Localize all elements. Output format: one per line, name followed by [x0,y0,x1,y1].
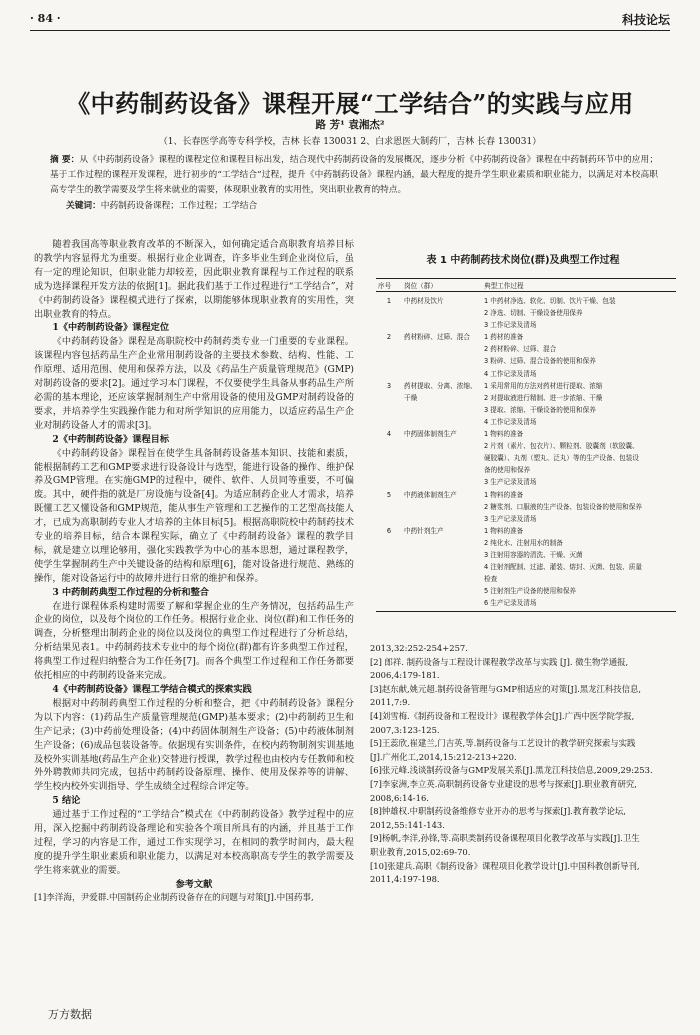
task-line: 1 采用常用的方法对药材进行提取、浓缩 [484,381,603,390]
section-paragraph-2: 《中药制药设备》课程旨在使学生具备制药设备基本知识、技能和素质，能根据制药工艺和GMP要求进行设备设计与选型，能进行设备的操作、维护保养及GMP管理。在实施GMP的过程中，硬件、软件、人员同等重要，不可偏废。其中，硬件指的就是厂房设施与设备[4]。为适应制药企业人才需求，培养既懂工艺又懂设备和GMP规范，能从事生产管理和工艺操作的工艺型高技能人才，已成为高职制药专业人才培养的主体目标[5]。根据高职院校中药制药技术专业的培养目标，结合本课程实际，确立了《中药制药设备》课程的教学目标，就是建立以理论够用，强化实践教学为中心的基本思想，通过课程教学，使学生掌握制药生产中关键设备的结构和原理[6]，能对设备进行规范、熟练的操作，能对设备运行中的故障并进行日常的维护和保养。 [34,447,354,584]
row-number: 3 [386,381,392,390]
task-line: 1 中药材净选、软化、切制、饮片干燥、包装 [484,297,616,305]
abstract [50,153,658,198]
row-number: 6 [376,525,402,612]
row-number: 2 [386,333,392,342]
task-line: 6 生产记录及清场 [484,599,537,608]
row-number: 4 [386,430,392,439]
table-header-row [376,279,676,292]
positions-table [376,278,676,612]
task-line: 3 注射用容器的清洗、干燥、灭菌 [484,550,583,559]
row-tasks [482,292,676,332]
page-number: · 84 · [30,12,61,25]
reference-line: 2008,6:14-16. [370,792,429,803]
task-line: 4 工作记录及清场 [484,417,537,426]
table-row [376,331,676,379]
task-line: 备的使用和保养 [484,466,531,475]
right-references [370,642,676,887]
reference-line: [3]赵东献,姚元超.制药设备管理与GMP相适应的对策[J].黑龙江科技信息, [370,683,642,694]
table-caption: 表 1 中药制药技术岗位(群)及典型工作过程 [426,255,620,266]
reference-line: [J].广州化工,2014,15:212-213+220. [370,751,517,762]
task-line: 3 工作记录及清场 [484,321,537,330]
table-row [376,525,676,612]
reference-line: [8]钟雄权.中职制药设备维修专业开办的思考与探索[J].教育教学论坛, [370,806,626,817]
intro-paragraph: 随着我国高等职业教育改革的不断深入，如何确定适合高职教育培养目标的教学内容显得尤为重要。根据行业企业调查，许多毕业生到企业岗位后，虽有一定的理论知识，但职业能力却较差，因此职业教育课程与工作过程的联系成为选择课程开发方法的依据[1]。据此我们基于工作过程进行“工学结合”，对《中药制药设备》课程模式进行了探索，以期能够体现职业教育的实用性，突出职业教育的特点。 [34,239,354,320]
task-line: 硬胶囊）、丸剂（塑丸、泛丸）等的生产设备、包装设 [484,454,639,463]
row-tasks [482,428,676,488]
abstract-text: 从《中药制药设备》课程的课程定位和课程目标出发，结合现代中药制药设备的发展概况，逐步分析《中药制药设备》课程在中药制药环节中的应用；基于工作过程的课程开发课程，进行初步的“工学结合”过程，提升《中药制药设备》课程内涵，最大程度的提升学生职业素质和职业能力，以满足对本校高职高专学生的教学需要及学生将来就业的需要，体现职业教育的实用性，突出职业教育的特点。 [50,155,659,195]
table-row [376,428,676,488]
article-authors: 路 芳¹ 袁湘杰² [315,119,385,131]
task-line: 4 工作记录及清场 [484,369,537,378]
row-post: 中药固体制剂生产 [404,430,457,439]
task-line: 5 注射剂生产设备的使用和保养 [484,587,577,596]
reference-line: 2013,32:252-254+257. [370,643,468,653]
reference-line: 2006,4:179-181. [370,670,440,681]
task-line: 1 物料的准备 [484,430,524,439]
author-affiliation: （1、长春医学高等专科学校，吉林 长春 130031 2、白求恩医大制药厂，吉林 长春 130031） [158,137,542,147]
reference-line: 2007,3:123-125. [370,724,440,735]
task-line: 2 净选、切制、干燥设备使用保养 [484,309,583,318]
table-row [376,489,676,525]
reference-line: 2012,55:141-143. [370,819,445,830]
keywords [66,199,658,211]
task-line: 3 生产记录及清场 [484,514,537,523]
row-tasks [482,525,676,612]
row-number: 1 [386,297,392,305]
reference-line: [5]王蕊欣,崔建兰,门吉英,等.制药设备与工艺设计的教学研究探索与实践 [370,738,636,749]
row-post: 药材提取、分离、浓缩、干燥 [404,381,477,402]
reference-item: [1]李洋海，尹爱群.中国制药企业制药设备存在的问题与对策[J].中国药事, [34,892,314,903]
task-line: 检查 [484,575,498,584]
reference-line: [9]杨帆,李洋,孙锋,等.高职类制药设备课程项目化教学改革与实践[J].卫生 [370,833,640,844]
section-paragraph-3: 在进行课程体系构建时需要了解和掌握企业的生产务情况，包括药品生产企业的岗位，以及每个岗位的工作任务。根据行业企业、岗位(群)和工作任务的调查，分析整理出制药企业的岗位以及岗位的典型工作过程进行了分析总结，分析结果见表1。中药制药技术专业中的每个岗位(群)都有许多典型工作过程，将典型工作过程归纳整合为工作任务[7]。而各个典型工作过程和工作任务都要依托相应的中药制药设备来完成。 [34,600,354,682]
reference-line: [2] 郎祥. 制药设备与工程设计课程教学改革与实践 [J]. 微生物学通报, [370,656,629,667]
row-tasks [482,489,676,525]
task-line: 2 纯化水、注射用水的制备 [484,538,563,547]
task-line: 4 注射剂配制、过滤、灌装、熔封、灭菌、包装、质量 [484,563,642,572]
task-line: 1 物料的准备 [484,526,524,535]
section-paragraph-5: 通过基于工作过程的“工学结合”模式在《中药制药设备》教学过程中的应用，深入挖掘中药制药设备理论和实验各个项目所具有的内涵，并且基于工作过程，学习的内容是工作，通过工作实现学习，在相同的教学时间内，最大程度的提升学生职业素质和职业能力，以满足对本校高职高专学生的教学需要及学生将来就业的需要。 [34,809,354,876]
row-post: 中药材及饮片 [404,297,444,305]
reference-line: [6]张元峰.浅谈制药设备与GMP发展关系[J].黑龙江科技信息,2009,29:253. [370,765,653,776]
reference-line: [10]张建兵.高职《制药设备》课程项目化教学设计[J].中国科教创新导刊, [370,860,640,871]
section-heading-5: 5 结论 [52,795,81,807]
task-line: 2 糖浆剂、口服液的生产设备、包装设备的使用和保养 [484,502,642,511]
section-heading-3: 3 中药制药典型工作过程的分析和整合 [52,586,209,598]
task-line: 3 粉碎、过筛、混合设备的使用和保养 [484,357,596,366]
left-column [34,238,354,906]
page-header [30,8,670,31]
reference-line: [7]李家洲,李立英.高职制药设备专业建设的思考与探索[J].职业教育研究, [370,778,637,789]
row-number: 5 [386,490,392,499]
row-post: 中药针剂生产 [402,525,482,612]
watermark: 万方数据 [48,1008,92,1021]
table-row [376,292,676,332]
row-tasks [482,331,676,379]
abstract-label: 摘 要： [50,155,80,165]
reference-line: [4]刘雪梅.《制药设备和工程设计》课程教学体会[J].广西中医学院学报, [370,710,635,721]
section-heading-1: 1《中药制药设备》课程定位 [52,322,170,334]
keywords-text: 中药制药设备课程；工作过程；工学结合 [100,201,258,211]
reference-line: 2011,4:197-198. [370,874,440,885]
section-heading-4: 4《中药制药设备》课程工学结合模式的探索实践 [52,684,252,695]
reference-line: 2011,7:9. [370,697,411,708]
table-header-tasks: 典型工作过程 [482,279,676,292]
task-line: 2 药材粉碎、过筛、混合 [484,345,557,354]
task-line: 1 药材的准备 [484,333,524,342]
task-line: 2 对提取液进行精制、进一步浓缩、干燥 [484,393,603,402]
task-line: 3 提取、浓缩、干燥设备的使用和保养 [484,405,596,414]
references-heading: 参考文献 [175,878,213,890]
reference-line: 职业教育,2015,02:69-70. [370,846,471,857]
row-tasks [482,380,676,428]
table-row [376,380,676,428]
table-header-no: 序号 [376,279,402,292]
section-heading-2: 2《中药制药设备》课程目标 [52,433,170,445]
table-body [376,292,676,612]
article-title: 《中药制药设备》课程开展“工学结合”的实践与应用 [66,89,634,118]
task-line: 1 物料的准备 [484,490,524,499]
journal-name: 科技论坛 [621,13,670,27]
table-header-post: 岗位（群） [402,279,482,292]
row-post: 药材粉碎、过筛、混合 [404,333,470,342]
section-paragraph-1: 《中药制药设备》课程是高职院校中药制药类专业一门重要的专业课程。该课程内容包括药品生产企业常用制药设备的主要技术参数、结构、性能、工作原理、适用范围、使用和保养方法，以及《药品生产质量管理规范》(GMP)对制药设备的要求[2]。通过学习本门课程，不仅要使学生具备从事药品生产所必需的基本理论，还应该掌握制剂生产中常用设备的使用及GMP对制药设备的要求，并培养学生实践操作能力和对所学知识的应用能力，以适应药品生产企业对制药设备人才的需求[3]。 [34,336,354,431]
task-line: 3 生产记录及清场 [484,478,537,487]
row-post: 中药液体制剂生产 [404,490,457,499]
section-paragraph-4: 根据对中药制药典型工作过程的分析和整合，把《中药制药设备》课程分为以下内容：(1)药品生产质量管理规范(GMP)基本要求；(2)中药制药卫生和生产记录；(3)中药前处理设备；(4)中药固体制剂生产设备；(5)中药液体制剂生产设备；(6)成品包装设备等。依据现有实训条件，在校内药物制剂实训基地及校外实训基地(药品生产企业)交替进行授课，教学过程也由校内专任教师和校外外聘教师共同完成，包括中药制药设备原理、操作、使用及保养等的讲解、学生校内校外实训指导、学生成绩全过程综合评定等。 [34,697,354,793]
task-line: 2 片剂（素片、包衣片）、颗粒剂、胶囊剂（软胶囊、 [484,442,639,451]
keywords-label: 关键词： [66,201,101,211]
